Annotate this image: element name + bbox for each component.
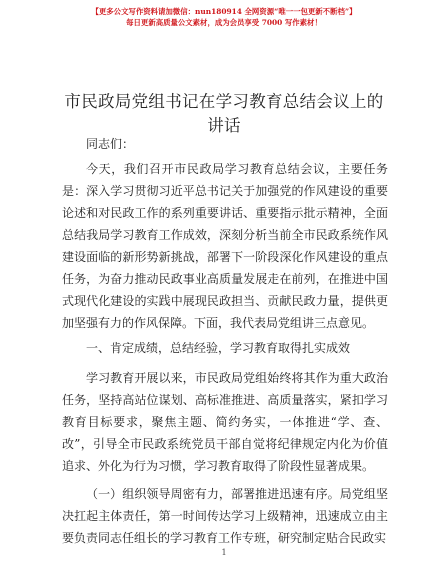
promo-banner-line-1: 【更多公文写作资料请加微信：nun180914 全网资源“唯一一包更新不断档”】	[91, 7, 357, 16]
page-number: 1	[221, 548, 227, 557]
paragraph-subsection-1: （一）组织领导周密有力，部署推进迅速有序。局党组坚决扛起主体责任，第一时间传达学习上级精神，迅速成立由主要负责同志任组长的学习教育工作专班，研究制定贴合民政实	[62, 487, 388, 545]
document-title: 市民政局党组书记在学习教育总结会议上的讲话	[64, 92, 384, 135]
salutation: 同志们：	[86, 137, 135, 151]
section-heading-1: 一、肯定成绩，总结经验，学习教育取得扎实成效	[86, 341, 351, 355]
paragraph-intro: 今天，我们召开市民政局学习教育总结会议，主要任务是：深入学习贯彻习近平总书记关于加强党的作风建设的重要论述和对民政工作的系列重要讲话、重要指示批示精神，全面总结我局学习教育工作成效，深刻分析当前全市民政系统作风建设面临的新形势新挑战，部署下一阶段深化作风建设的重点任务，为奋力推动民政事业高质量发展走在前列，在推进中国式现代化建设的实践中展现民政担当、贡献民政力量，提供更加坚强有力的作风保障。下面，我代表局党组讲三点意见。	[62, 162, 388, 330]
document-body	[62, 133, 388, 552]
paragraph-section-1: 学习教育开展以来，市民政局党组始终将其作为重大政治任务，坚持高站位谋划、高标准推进、高质量落实，紧扣学习教育目标要求，聚焦主题、简约务实，一体推进“学、查、改”，引导全市民政系统党员干部自觉将纪律规定内化为价值追求、外化为行为习惯，学习教育取得了阶段性显著成果。	[62, 371, 388, 473]
promo-banner	[0, 6, 448, 28]
promo-banner-line-2: 每日更新高质量公文素材，成为会员享受 7000 写作素材！	[126, 18, 322, 27]
